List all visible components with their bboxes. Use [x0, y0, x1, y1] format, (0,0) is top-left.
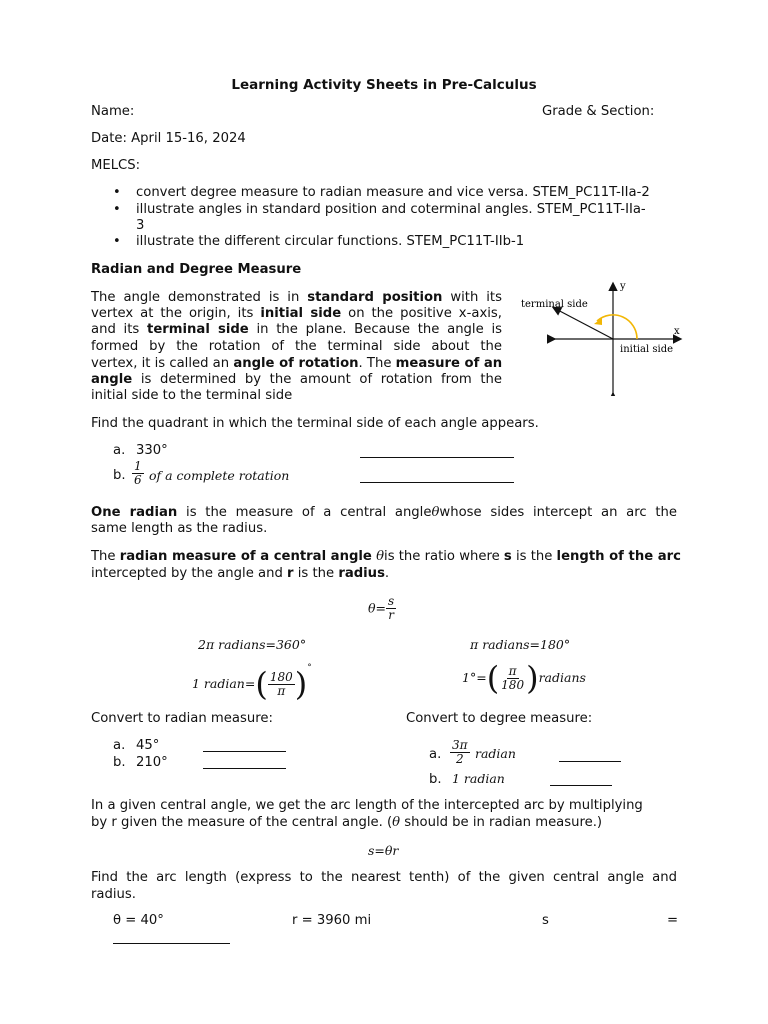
answer-blank[interactable]	[360, 470, 514, 483]
pi-formula: π radians=180°	[470, 637, 571, 652]
x-axis-label: x	[674, 326, 680, 337]
rotation-arc	[597, 315, 637, 339]
one-radian-formula: 1 radian=( $\frac{180}{\pi}$ )°	[192, 663, 312, 703]
melc-item: illustrate the different circular functions. STEM_PC11T-IIb-1	[136, 234, 525, 249]
one-degree-formula: 1°=( $\frac{\pi}{180}$ )radians	[462, 659, 586, 697]
date-line: Date: April 15-16, 2024	[91, 131, 246, 146]
convert-radian-label: Convert to radian measure:	[91, 711, 273, 726]
melcs-label: MELCS:	[91, 158, 141, 173]
melc-item: illustrate angles in standard position and coterminal angles. STEM_PC11T-IIa-	[136, 202, 646, 217]
arc-formula: s=θr	[368, 843, 399, 858]
initial-side-label: initial side	[620, 344, 674, 355]
rotation-arrow-icon	[594, 318, 602, 325]
quadrant-prompt: Find the quadrant in which the terminal side of each angle appears.	[91, 416, 539, 431]
name-label: Name:	[91, 104, 135, 119]
answer-blank[interactable]	[203, 756, 286, 769]
answer-blank[interactable]	[113, 931, 230, 944]
convert-degree-label: Convert to degree measure:	[406, 711, 593, 726]
y-axis-label: y	[620, 281, 626, 292]
melc-item: convert degree measure to radian measure and vice versa. STEM_PC11T-IIa-2	[136, 185, 650, 200]
answer-blank[interactable]	[550, 773, 612, 786]
grade-section-label: Grade & Section:	[542, 104, 655, 119]
standard-position-diagram	[516, 278, 688, 396]
section-title: Radian and Degree Measure	[91, 262, 302, 277]
answer-blank[interactable]	[559, 749, 621, 762]
page-title: Learning Activity Sheets in Pre-Calculus	[231, 77, 537, 93]
theta-formula: θ= $\frac{s}{r}$	[368, 594, 395, 622]
two-pi-formula: 2π radians=360°	[198, 637, 307, 652]
bullet-icon: •	[113, 202, 121, 217]
bullet-icon: •	[113, 234, 121, 249]
answer-blank[interactable]	[203, 739, 286, 752]
terminal-side-label: terminal side	[521, 299, 588, 310]
terminal-side-ray	[554, 308, 613, 339]
melc-item-continued: 3	[136, 218, 145, 233]
bullet-icon: •	[113, 185, 121, 200]
answer-blank[interactable]	[360, 445, 514, 458]
